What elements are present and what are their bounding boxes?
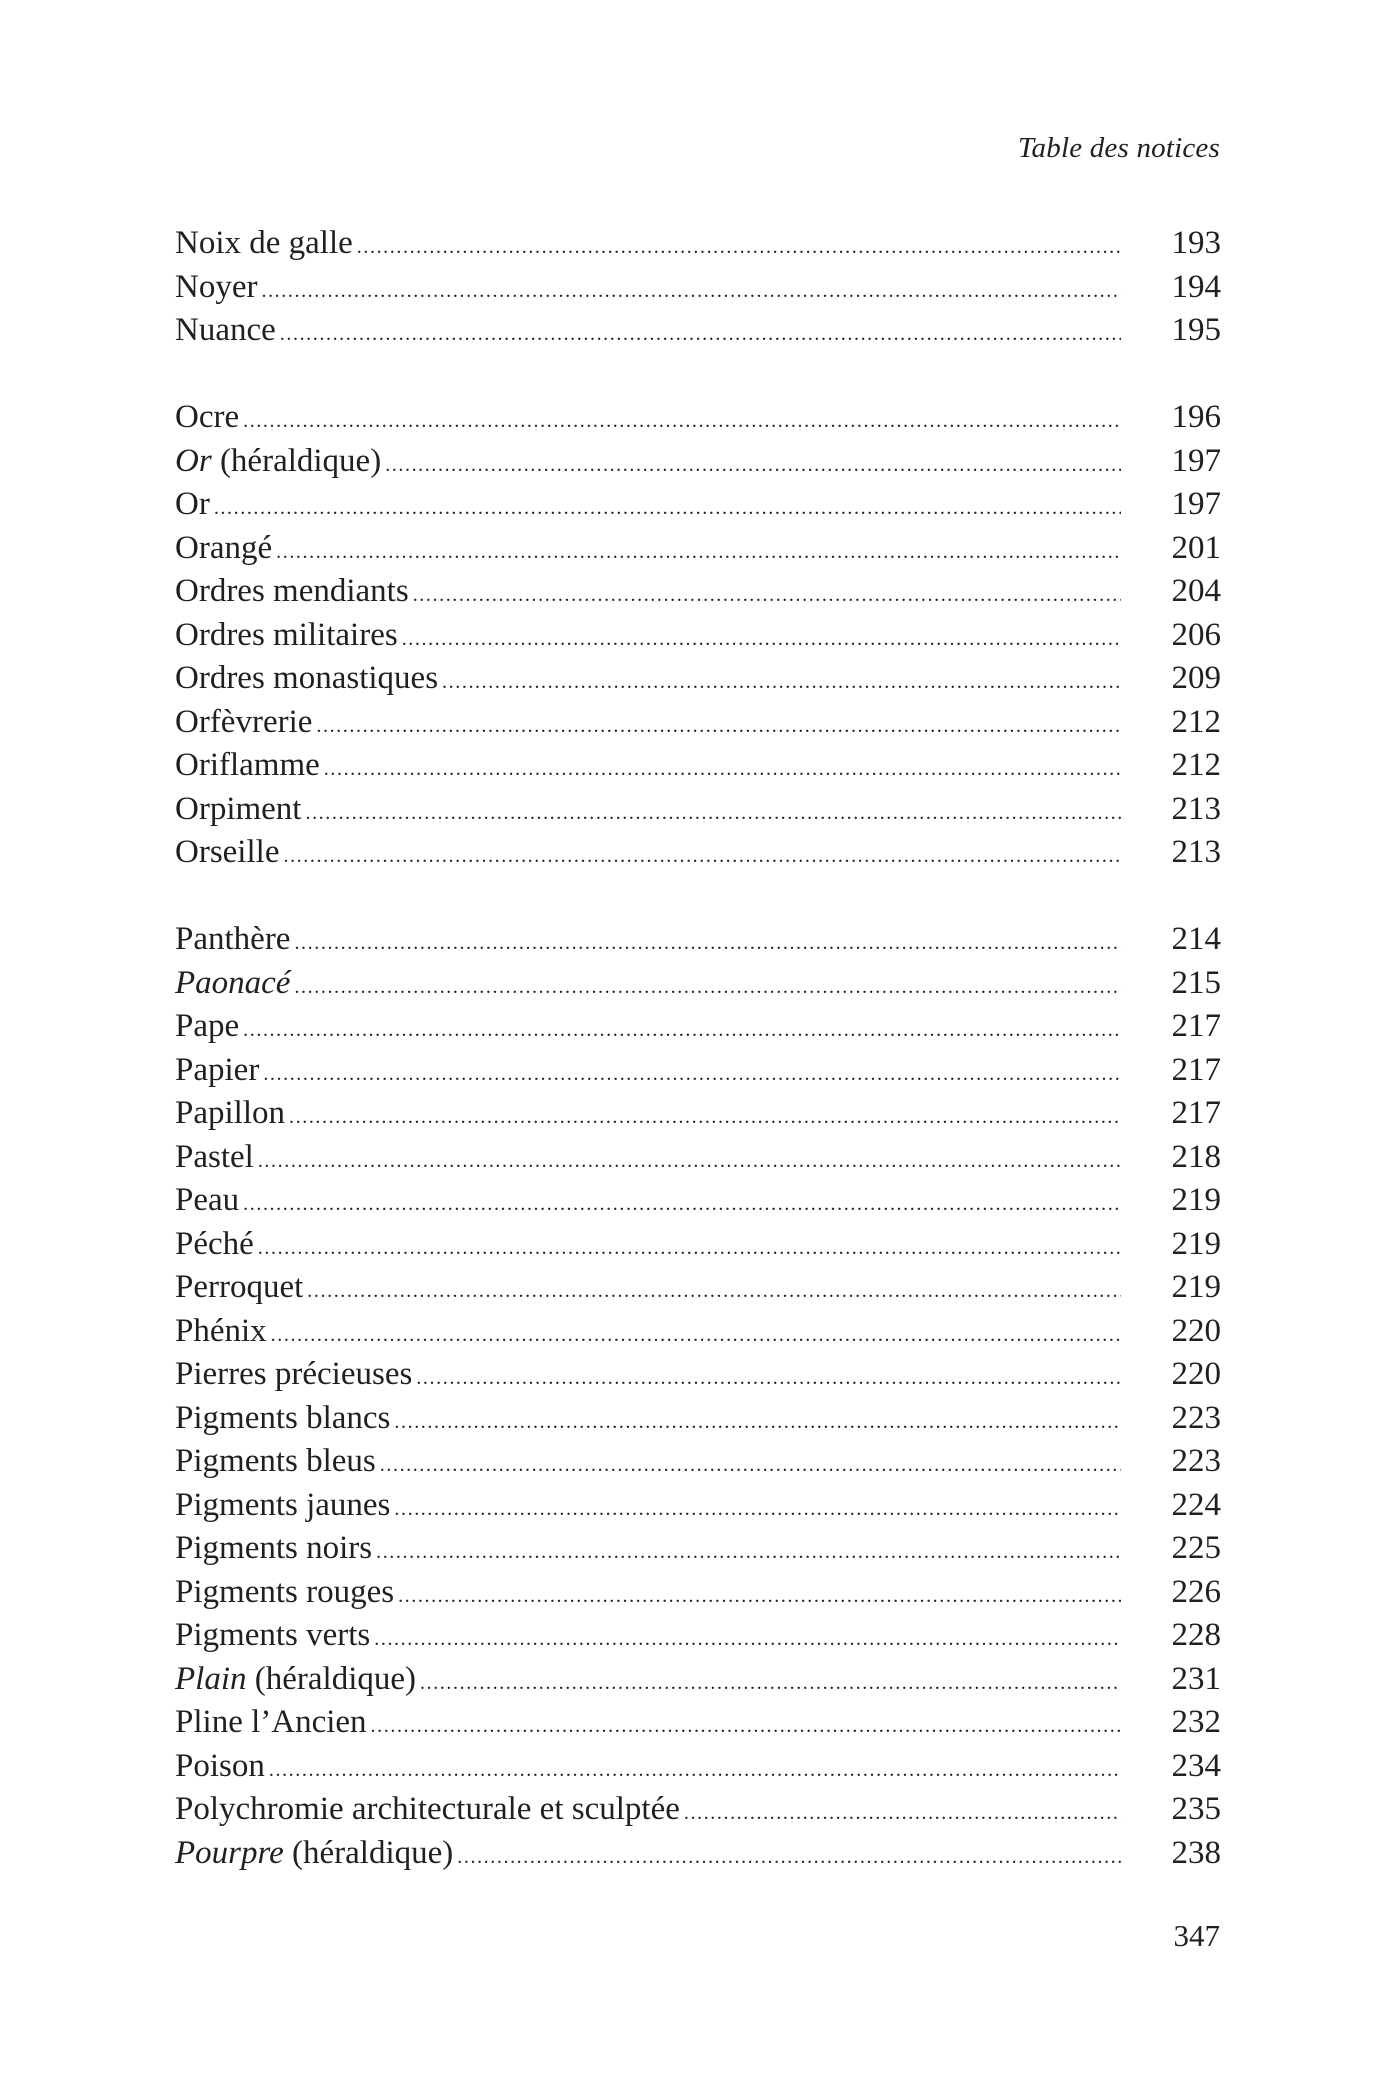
toc-entry[interactable]: [175, 744, 1221, 788]
entry-page-number: 209: [1171, 660, 1221, 696]
toc-entry[interactable]: [175, 1658, 1221, 1702]
entry-page-number: 218: [1171, 1138, 1221, 1175]
toc-entry[interactable]: [175, 831, 1221, 875]
toc-entry[interactable]: [175, 1223, 1221, 1267]
toc-entry[interactable]: [175, 396, 1221, 440]
entry-page-number: 238: [1171, 1834, 1221, 1871]
toc-entry[interactable]: [175, 1092, 1221, 1136]
dot-leader: [457, 1836, 1121, 1880]
entry-title: [175, 440, 381, 484]
entry-page-number: 196: [1171, 399, 1221, 435]
entry-title-text: Panthère: [175, 921, 291, 957]
entry-page-number: 201: [1171, 529, 1221, 566]
entry-page-number: 206: [1171, 616, 1221, 653]
entry-page-number: 228: [1171, 1617, 1221, 1653]
entry-title-text: Orfèvrerie: [175, 703, 313, 740]
entry-page-number: 219: [1171, 1269, 1221, 1305]
entry-page-number: 220: [1171, 1356, 1221, 1392]
dot-leader: [258, 1227, 1121, 1271]
entry-title: [175, 1397, 390, 1441]
entry-title-text: Perroquet: [175, 1269, 304, 1305]
entry-title-text: Papillon: [175, 1095, 286, 1131]
entry-title-text: Noix de galle: [175, 225, 353, 261]
entry-title: [175, 1266, 303, 1310]
toc-group-o: [175, 396, 1221, 875]
dot-leader: [280, 313, 1121, 357]
entry-title: [175, 1614, 370, 1658]
dot-leader: [684, 1792, 1121, 1836]
entry-title: [175, 744, 320, 788]
toc-group-p: [175, 918, 1221, 1875]
entry-title: [175, 657, 438, 701]
entry-title-italic: Paonacé: [175, 964, 291, 1001]
dot-leader: [263, 1053, 1121, 1097]
toc-entry[interactable]: [175, 1136, 1221, 1180]
entry-title: [175, 788, 301, 832]
entry-page-number: 213: [1171, 834, 1221, 870]
entry-page-number: 215: [1171, 964, 1221, 1001]
entry-title: [175, 309, 276, 353]
entry-page-number: 219: [1171, 1182, 1221, 1218]
entry-title: [175, 1701, 367, 1745]
dot-leader: [376, 1531, 1121, 1575]
toc-entry[interactable]: [175, 614, 1221, 658]
toc-entry[interactable]: [175, 657, 1221, 701]
entry-title-text: (héraldique): [246, 1660, 416, 1697]
entry-title: [175, 962, 290, 1006]
dot-leader: [394, 1401, 1121, 1445]
entry-title: [175, 1136, 254, 1180]
dot-leader: [398, 1575, 1121, 1619]
entry-title-text: Orpiment: [175, 790, 302, 827]
toc-entry[interactable]: [175, 1440, 1221, 1484]
entry-title: [175, 483, 210, 527]
toc-entry[interactable]: [175, 1527, 1221, 1571]
toc-entry[interactable]: [175, 1353, 1221, 1397]
table-of-contents: [175, 222, 1221, 1875]
entry-page-number: 224: [1171, 1486, 1221, 1523]
entry-title: [175, 831, 279, 875]
entry-title-text: (héraldique): [283, 1834, 454, 1871]
entry-title-text: Pigments blancs: [175, 1399, 391, 1436]
entry-title-text: Pape: [175, 1008, 240, 1044]
dot-leader: [294, 922, 1121, 966]
toc-entry[interactable]: [175, 483, 1221, 527]
entry-title-text: Polychromie architecturale et sculptée: [175, 1791, 680, 1827]
entry-title-text: Pline l’Ancien: [175, 1704, 367, 1740]
dot-leader: [420, 1662, 1121, 1706]
entry-page-number: 195: [1171, 312, 1221, 348]
dot-leader: [394, 1488, 1121, 1532]
entry-title: [175, 1223, 254, 1267]
dot-leader: [276, 531, 1121, 575]
dot-leader: [374, 1618, 1121, 1662]
entry-title: [175, 701, 312, 745]
dot-leader: [324, 748, 1121, 792]
toc-group-n: [175, 222, 1221, 353]
dot-leader: [269, 1749, 1121, 1793]
dot-leader: [214, 487, 1121, 531]
dot-leader: [243, 400, 1121, 444]
entry-page-number: 235: [1171, 1791, 1221, 1827]
entry-title-text: Ordres monastiques: [175, 660, 439, 696]
entry-title-text: Nuance: [175, 312, 276, 348]
toc-entry[interactable]: [175, 1571, 1221, 1615]
entry-title-text: Oriflamme: [175, 747, 320, 783]
entry-title: [175, 396, 239, 440]
entry-title: [175, 266, 257, 310]
dot-leader: [357, 226, 1121, 270]
entry-title: [175, 222, 353, 266]
running-head: Table des notices: [1017, 132, 1220, 164]
dot-leader: [243, 1009, 1121, 1053]
entry-page-number: 197: [1171, 486, 1221, 522]
entry-title-text: Péché: [175, 1225, 254, 1262]
entry-title: [175, 570, 409, 614]
entry-title: [175, 1440, 376, 1484]
toc-entry[interactable]: [175, 1832, 1221, 1876]
dot-leader: [289, 1096, 1121, 1140]
toc-entry[interactable]: [175, 222, 1221, 266]
entry-title: [175, 1571, 394, 1615]
entry-page-number: 219: [1171, 1225, 1221, 1262]
entry-page-number: 194: [1171, 268, 1221, 305]
toc-entry[interactable]: [175, 1614, 1221, 1658]
entry-title: [175, 1527, 372, 1571]
toc-entry[interactable]: [175, 1397, 1221, 1441]
toc-entry[interactable]: [175, 266, 1221, 310]
toc-entry[interactable]: [175, 1701, 1221, 1745]
toc-entry[interactable]: [175, 701, 1221, 745]
entry-title-text: Papier: [175, 1051, 260, 1088]
toc-entry[interactable]: [175, 1266, 1221, 1310]
entry-page-number: 197: [1171, 442, 1221, 479]
entry-title: [175, 1484, 390, 1528]
entry-title: [175, 1745, 265, 1789]
entry-title: [175, 1353, 412, 1397]
entry-page-number: 220: [1171, 1312, 1221, 1349]
entry-title-text: (héraldique): [211, 442, 382, 479]
entry-title: [175, 1658, 416, 1702]
entry-page-number: 231: [1171, 1660, 1221, 1697]
entry-title-text: Pigments bleus: [175, 1443, 376, 1479]
entry-title-text: Poison: [175, 1747, 265, 1784]
dot-leader: [413, 574, 1121, 618]
entry-page-number: 226: [1171, 1573, 1221, 1610]
toc-entry[interactable]: [175, 788, 1221, 832]
entry-page-number: 217: [1171, 1051, 1221, 1088]
toc-entry[interactable]: [175, 1745, 1221, 1789]
entry-page-number: 213: [1171, 790, 1221, 827]
toc-entry[interactable]: [175, 962, 1221, 1006]
entry-title-text: Orseille: [175, 834, 280, 870]
dot-leader: [283, 835, 1121, 879]
entry-page-number: 212: [1171, 703, 1221, 740]
entry-title-text: Peau: [175, 1182, 240, 1218]
entry-page-number: 225: [1171, 1530, 1221, 1566]
dot-leader: [261, 270, 1121, 314]
entry-title-text: Pierres précieuses: [175, 1356, 413, 1392]
entry-page-number: 232: [1171, 1704, 1221, 1740]
entry-title-text: Phénix: [175, 1312, 267, 1349]
page-number: 347: [1173, 1918, 1220, 1953]
dot-leader: [258, 1140, 1121, 1184]
entry-title-text: Pigments rouges: [175, 1573, 395, 1610]
entry-title-text: Ocre: [175, 399, 240, 435]
entry-title-text: Pigments noirs: [175, 1530, 373, 1566]
entry-page-number: 234: [1171, 1747, 1221, 1784]
entry-page-number: 223: [1171, 1399, 1221, 1436]
toc-entry[interactable]: [175, 1310, 1221, 1354]
dot-leader: [442, 661, 1121, 705]
entry-title-text: Noyer: [175, 268, 258, 305]
entry-title-text: Ordres mendiants: [175, 573, 409, 609]
toc-entry[interactable]: [175, 1179, 1221, 1223]
toc-entry[interactable]: [175, 1788, 1221, 1832]
toc-entry[interactable]: [175, 1484, 1221, 1528]
entry-title-italic: Pourpre: [175, 1834, 284, 1871]
toc-entry[interactable]: [175, 1005, 1221, 1049]
entry-title: [175, 1788, 680, 1832]
entry-title-italic: Plain: [175, 1660, 247, 1697]
dot-leader: [271, 1314, 1121, 1358]
dot-leader: [294, 966, 1121, 1010]
entry-title: [175, 1049, 259, 1093]
entry-title-italic: Or: [175, 442, 212, 479]
entry-page-number: 212: [1171, 747, 1221, 783]
entry-title: [175, 1832, 453, 1876]
entry-title: [175, 614, 398, 658]
dot-leader: [380, 1444, 1121, 1488]
entry-page-number: 217: [1171, 1095, 1221, 1131]
entry-title-text: Orangé: [175, 529, 273, 566]
entry-title: [175, 1179, 239, 1223]
toc-entry[interactable]: [175, 570, 1221, 614]
entry-title: [175, 1310, 267, 1354]
dot-leader: [402, 618, 1121, 662]
dot-leader: [305, 792, 1121, 836]
dot-leader: [243, 1183, 1121, 1227]
entry-title-text: Ordres militaires: [175, 616, 398, 653]
entry-page-number: 217: [1171, 1008, 1221, 1044]
dot-leader: [371, 1705, 1121, 1749]
toc-entry[interactable]: [175, 527, 1221, 571]
entry-title: [175, 1005, 239, 1049]
entry-page-number: 223: [1171, 1443, 1221, 1479]
dot-leader: [307, 1270, 1121, 1314]
dot-leader: [316, 705, 1121, 749]
entry-page-number: 193: [1171, 225, 1221, 261]
dot-leader: [416, 1357, 1121, 1401]
toc-entry[interactable]: [175, 918, 1221, 962]
toc-entry[interactable]: [175, 309, 1221, 353]
entry-title: [175, 918, 290, 962]
entry-page-number: 204: [1171, 573, 1221, 609]
entry-page-number: 214: [1171, 921, 1221, 957]
entry-title: [175, 527, 272, 571]
entry-title: [175, 1092, 285, 1136]
entry-title-text: Or: [175, 486, 210, 522]
entry-title-text: Pastel: [175, 1138, 254, 1175]
entry-title-text: Pigments verts: [175, 1617, 371, 1653]
toc-entry[interactable]: [175, 440, 1221, 484]
toc-entry[interactable]: [175, 1049, 1221, 1093]
entry-title-text: Pigments jaunes: [175, 1486, 391, 1523]
dot-leader: [385, 444, 1121, 488]
